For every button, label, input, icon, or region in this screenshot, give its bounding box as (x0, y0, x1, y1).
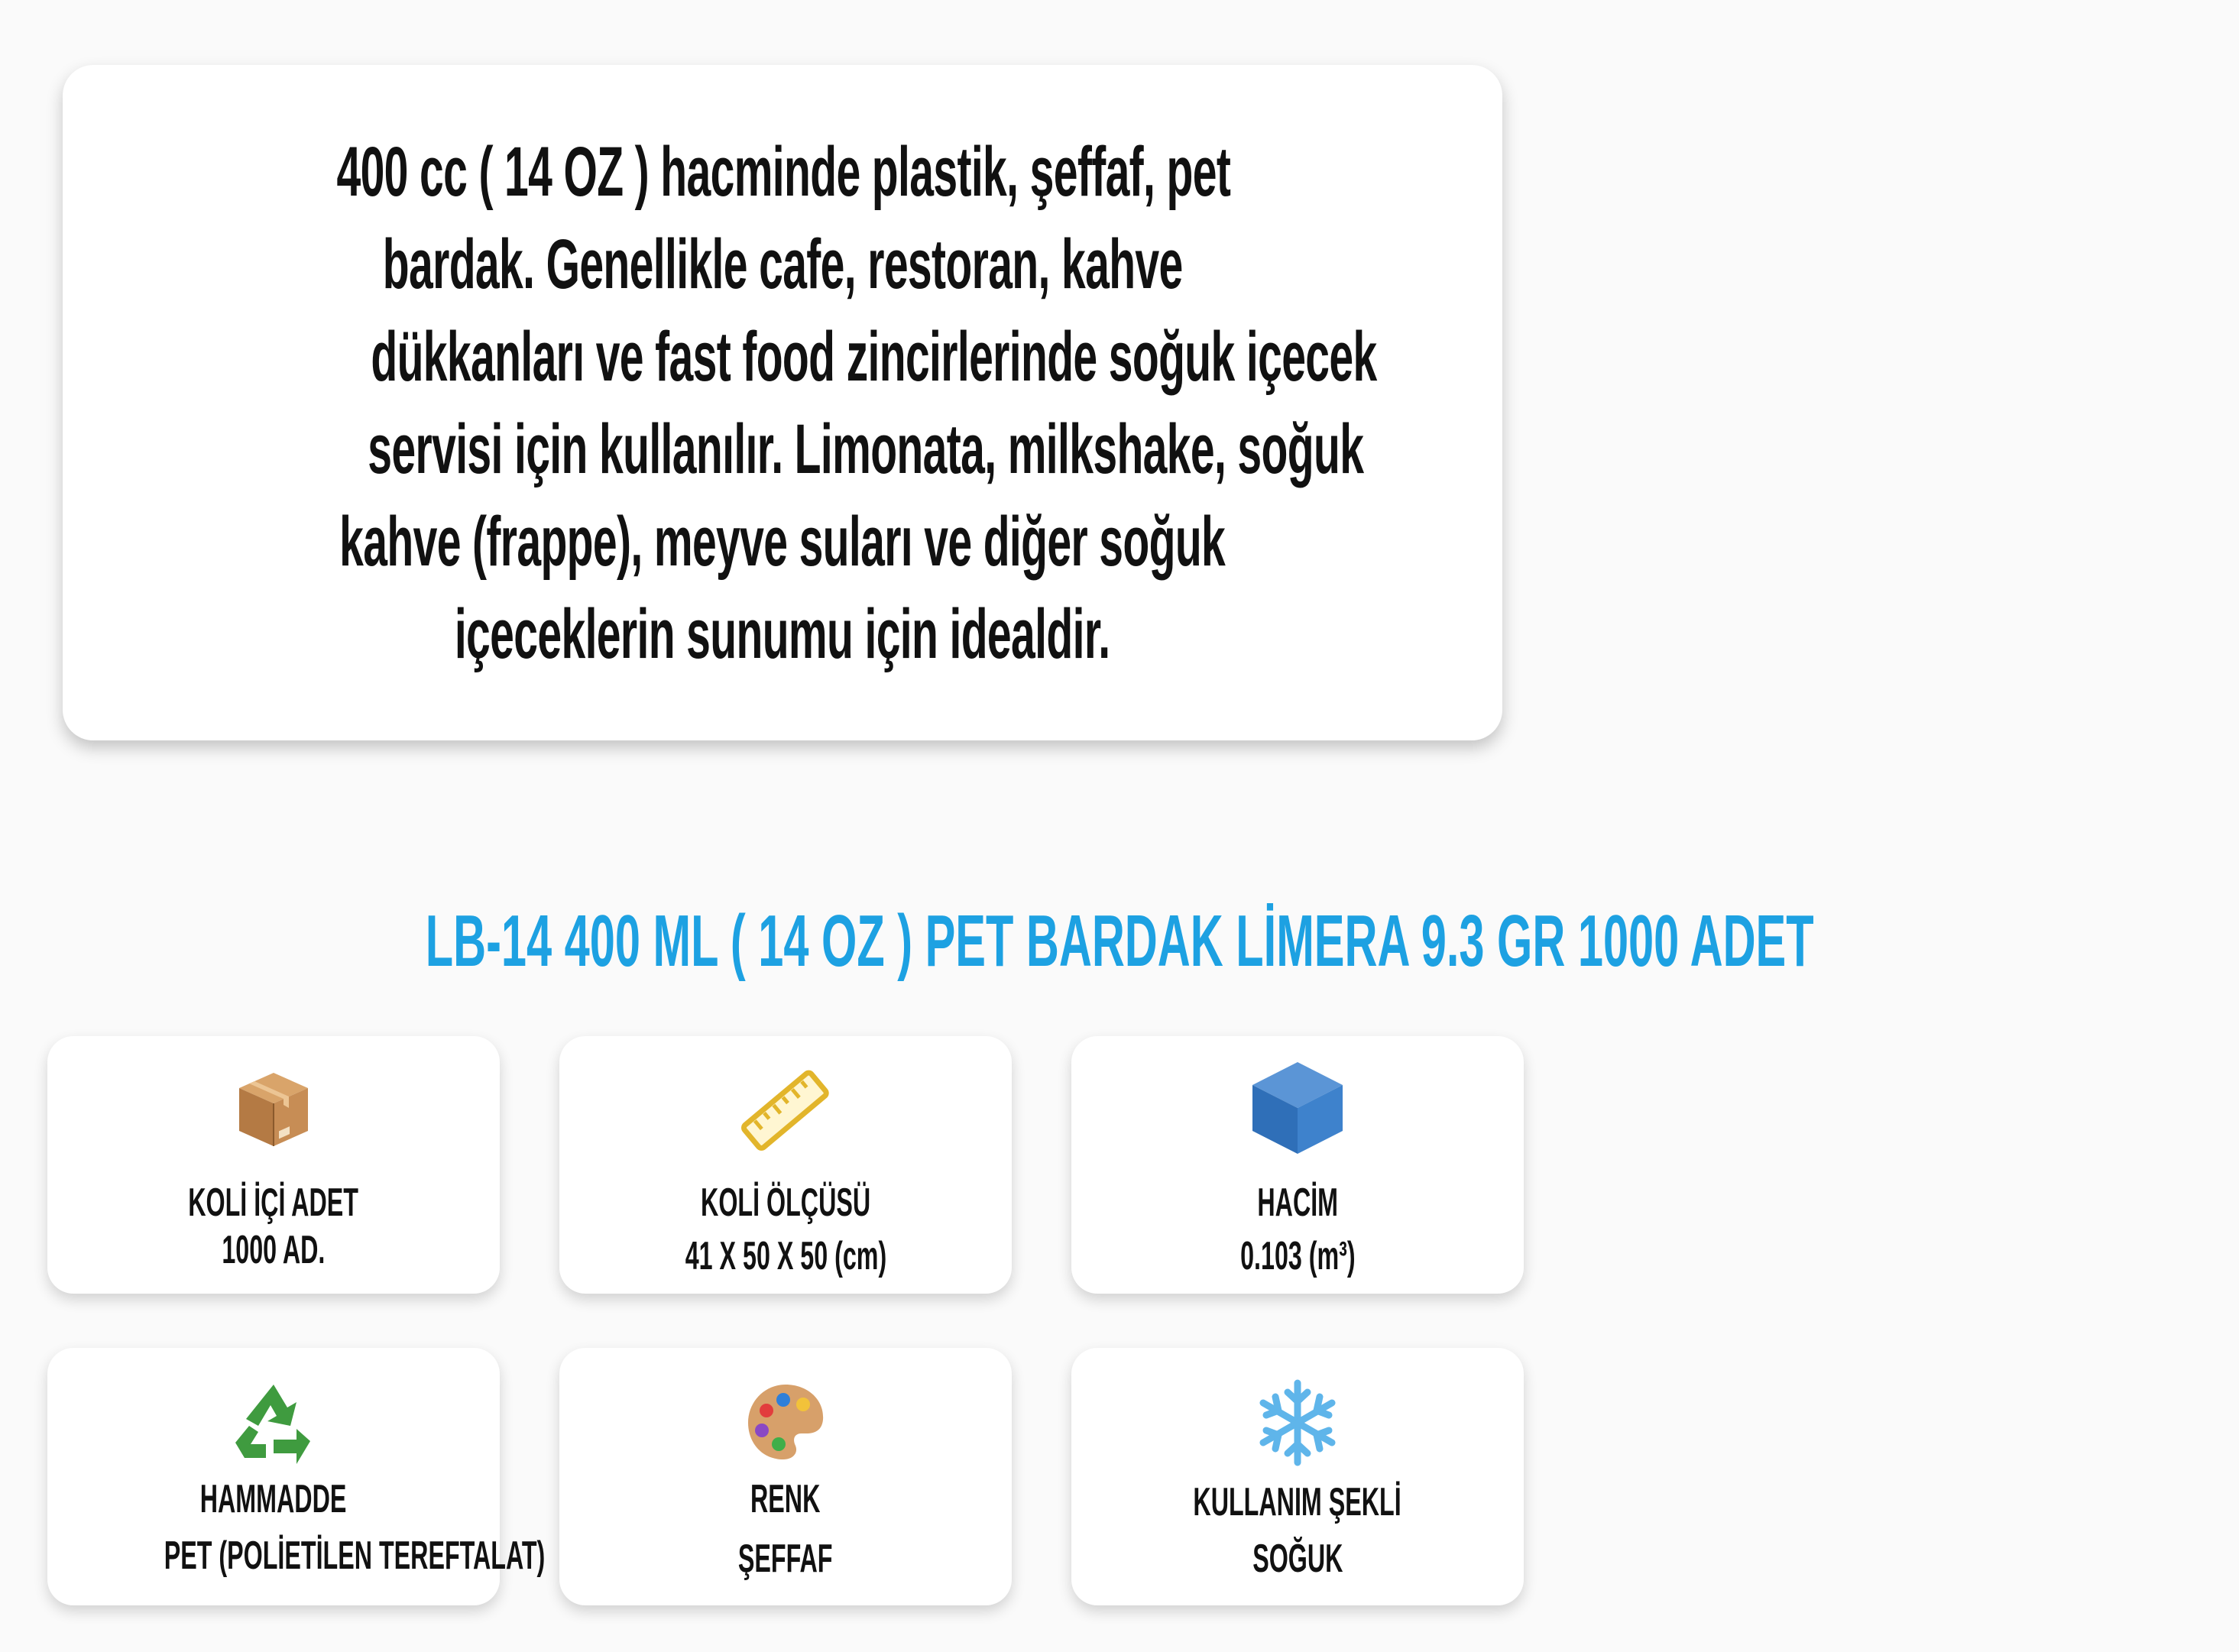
ruler-icon (736, 1065, 835, 1157)
description-line: 400 cc ( 14 OZ ) hacminde plastik, şeffaf, pet (336, 133, 1231, 211)
description-line: bardak. Genellikle cafe, restoran, kahve (382, 225, 1183, 303)
description-line: içeceklerin sunumu için idealdir. (455, 595, 1110, 673)
feature-value: 0.103 (m³) (1239, 1234, 1356, 1278)
feature-value: ŞEFFAF (738, 1537, 833, 1581)
cardboard-box-icon (232, 1067, 316, 1151)
feature-value: SOĞUK (1252, 1537, 1343, 1581)
cube-icon (1248, 1058, 1347, 1157)
description-text (63, 126, 1502, 681)
feature-label: KOLİ İÇİ ADET (188, 1181, 359, 1225)
feature-label: HACİM (1257, 1181, 1338, 1225)
feature-label: KOLİ ÖLÇÜSÜ (700, 1181, 871, 1225)
feature-label: RENK (750, 1477, 821, 1521)
feature-label: HAMMADDE (200, 1477, 347, 1521)
description-line: servisi için kullanılır. Limonata, milkshake, soğuk (368, 410, 1364, 488)
product-title: LB-14 400 ML ( 14 OZ ) PET BARDAK LİMERA 9.3 GR 1000 ADET (425, 900, 1814, 982)
description-card (63, 65, 1502, 740)
recycle-icon (228, 1378, 319, 1467)
palette-icon (744, 1380, 828, 1464)
feature-card-box-dimensions (559, 1036, 1012, 1294)
feature-label: KULLANIM ŞEKLİ (1193, 1480, 1402, 1524)
feature-value: PET (POLİETİLEN TEREFTALAT) (164, 1534, 546, 1578)
feature-card-usage (1071, 1348, 1524, 1605)
feature-card-box-quantity (47, 1036, 500, 1294)
feature-card-material (47, 1348, 546, 1605)
snowflake-icon (1256, 1378, 1340, 1467)
description-line: dükkanları ve fast food zincirlerinde soğuk içecek (371, 318, 1377, 396)
feature-card-color (559, 1348, 1012, 1605)
feature-value: 1000 AD. (222, 1228, 326, 1272)
description-line: kahve (frappe), meyve suları ve diğer soğuk (339, 503, 1226, 581)
feature-card-volume (1071, 1036, 1524, 1294)
feature-value: 41 X 50 X 50 (cm) (685, 1234, 886, 1278)
